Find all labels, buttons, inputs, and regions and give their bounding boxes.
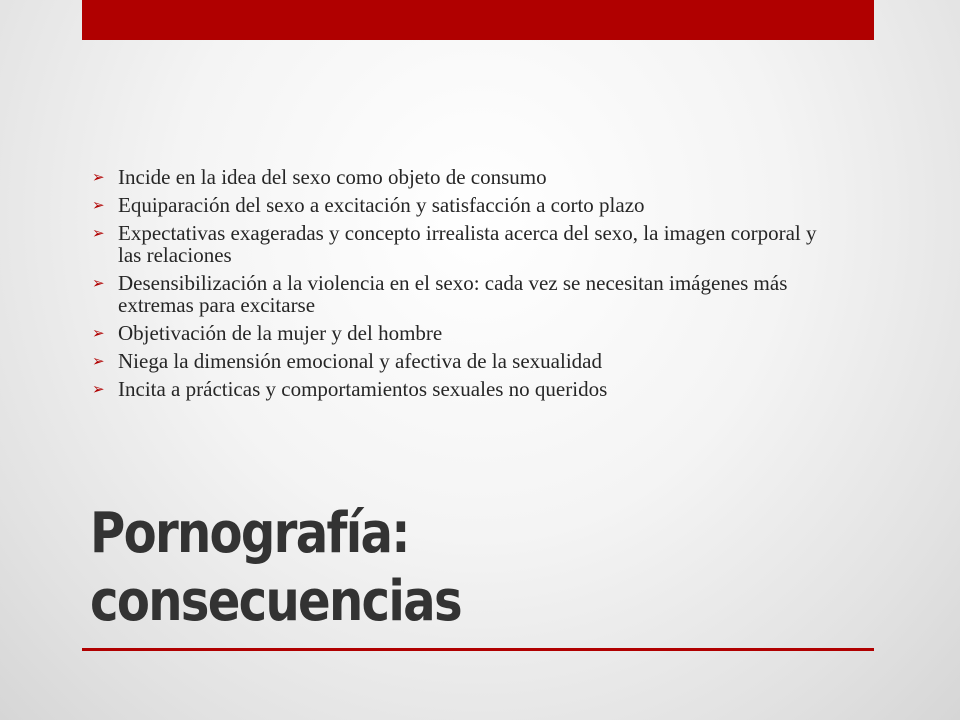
top-accent-bar bbox=[82, 0, 874, 40]
bullet-text: Expectativas exageradas y concepto irrealista acerca del sexo, la imagen corporal y las relaciones bbox=[118, 221, 817, 267]
slide-title bbox=[90, 500, 761, 636]
bullet-text: Incide en la idea del sexo como objeto de consumo bbox=[118, 165, 547, 189]
arrow-bullet-icon: ➢ bbox=[92, 196, 105, 214]
bullet-item bbox=[90, 166, 830, 188]
bullet-text: Equiparación del sexo a excitación y satisfacción a corto plazo bbox=[118, 193, 645, 217]
bullet-text: Desensibilización a la violencia en el sexo: cada vez se necesitan imágenes más extremas para excitarse bbox=[118, 271, 788, 317]
bullet-list bbox=[90, 166, 830, 406]
arrow-bullet-icon: ➢ bbox=[92, 324, 105, 342]
bullet-item bbox=[90, 222, 830, 266]
slide-title-line-2: consecuencias bbox=[90, 569, 461, 634]
bullet-item bbox=[90, 378, 830, 400]
bullet-item bbox=[90, 272, 830, 316]
arrow-bullet-icon: ➢ bbox=[92, 352, 105, 370]
bullet-item bbox=[90, 322, 830, 344]
bullet-text: Incita a prácticas y comportamientos sexuales no queridos bbox=[118, 377, 608, 401]
bullet-item bbox=[90, 350, 830, 372]
title-underline-rule bbox=[82, 648, 874, 651]
bullet-item bbox=[90, 194, 830, 216]
arrow-bullet-icon: ➢ bbox=[92, 380, 105, 398]
bullet-text: Niega la dimensión emocional y afectiva de la sexualidad bbox=[118, 349, 602, 373]
arrow-bullet-icon: ➢ bbox=[92, 168, 105, 186]
slide-title-line-1: Pornografía: bbox=[90, 501, 409, 566]
arrow-bullet-icon: ➢ bbox=[92, 224, 105, 242]
arrow-bullet-icon: ➢ bbox=[92, 274, 105, 292]
bullet-text: Objetivación de la mujer y del hombre bbox=[118, 321, 443, 345]
